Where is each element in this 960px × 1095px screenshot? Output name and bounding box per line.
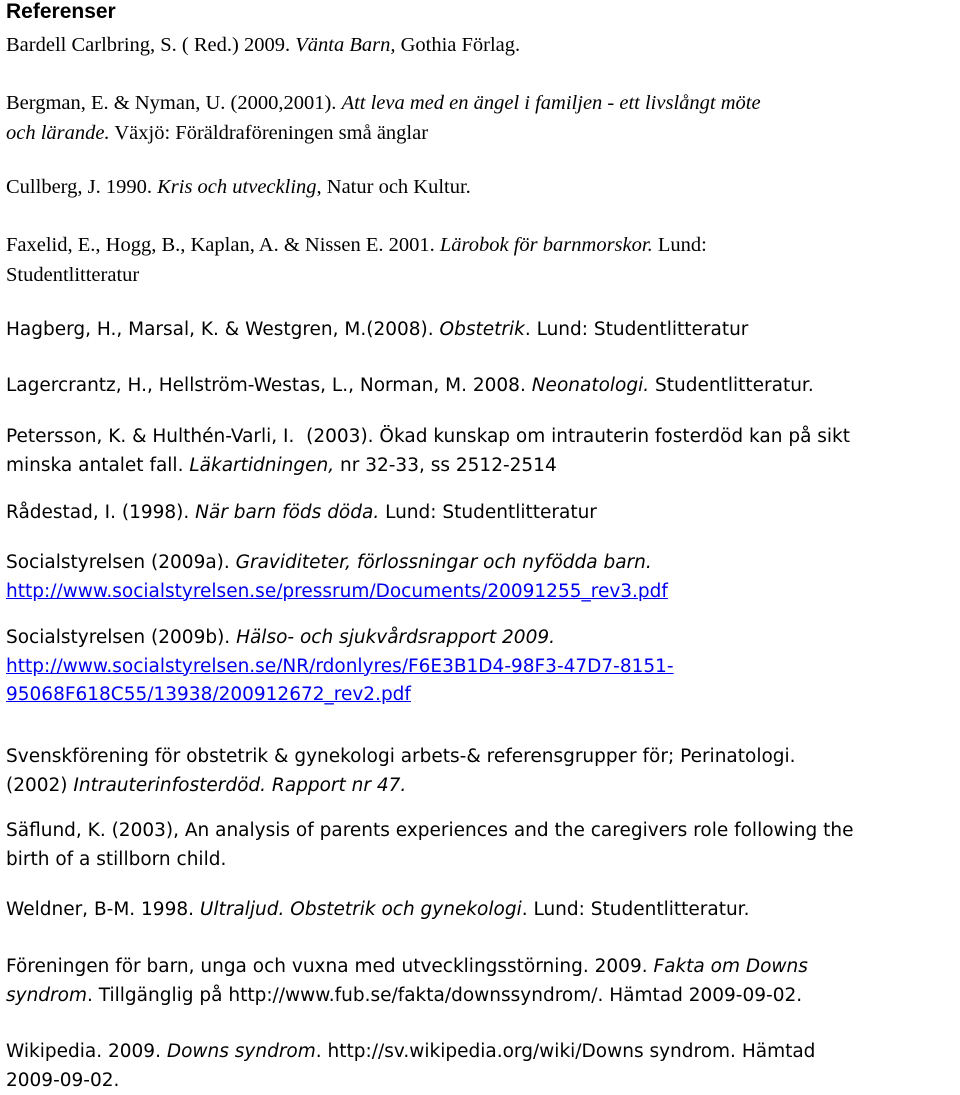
reference-title: Vänta Barn, — [295, 34, 396, 56]
reference-text: . Lund: Studentlitteratur — [524, 319, 749, 340]
reference-text: nr 32-33, ss 2512-2514 — [334, 454, 557, 476]
page-title: Referenser — [6, 0, 116, 23]
reference-text: Petersson, K. & Hulthén-Varli, I. (2003). Ökad kunskap om intrauterin fosterdöd kan på sikt — [6, 426, 851, 447]
reference-entry — [6, 316, 748, 345]
reference-entry — [6, 372, 814, 401]
reference-title: Fakta om Downs — [653, 956, 808, 977]
reference-title: Downs syndrom — [166, 1041, 316, 1062]
reference-page — [6, 0, 956, 1091]
reference-title: Att leva med en ängel i familjen - ett livslångt möte — [341, 92, 761, 114]
reference-title: syndrom — [6, 984, 88, 1006]
reference-entry — [6, 230, 707, 290]
reference-text: Wikipedia. 2009. — [6, 1041, 167, 1062]
reference-text: Cullberg, J. 1990. — [6, 176, 158, 198]
reference-text: . http://sv.wikipedia.org/wiki/Downs syndrom. Hämtad — [315, 1041, 816, 1062]
reference-text: (2002) — [6, 774, 74, 796]
reference-link[interactable]: http://www.socialstyrelsen.se/pressrum/Documents/20091255_rev3.pdf — [6, 580, 668, 602]
reference-title: Lärobok för barnmorskor. — [439, 234, 653, 256]
reference-text: Lund: — [652, 234, 707, 256]
reference-text: Weldner, B-M. 1998. — [6, 899, 200, 920]
reference-text: Faxelid, E., Hogg, B., Kaplan, A. & Nissen E. 2001. — [6, 234, 440, 256]
reference-text: Bardell Carlbring, S. ( Red.) 2009. — [6, 34, 296, 56]
reference-entry — [6, 624, 674, 710]
reference-text: . Lund: Studentlitteratur. — [521, 899, 750, 920]
reference-title: och lärande. — [6, 122, 110, 144]
reference-entry — [6, 172, 471, 202]
reference-title: Intrauterinfosterdöd. Rapport nr 47. — [73, 774, 407, 796]
reference-text: Socialstyrelsen (2009b). — [6, 627, 237, 648]
reference-text: Växjö: Föräldraföreningen små änglar — [109, 122, 429, 144]
reference-text: 2009-09-02. — [6, 1069, 120, 1091]
reference-entry — [6, 30, 520, 60]
reference-title: Läkartidningen, — [189, 454, 335, 476]
reference-title: Graviditeter, förlossningar och nyfödda barn. — [235, 552, 652, 573]
reference-text: Gothia Förlag. — [395, 34, 521, 56]
reference-entry — [6, 499, 597, 528]
reference-title: Neonatologi. — [531, 375, 650, 396]
reference-text: Studentlitteratur. — [649, 375, 814, 396]
reference-link[interactable]: 95068F618C55/13938/200912672_rev2.pdf — [6, 684, 411, 705]
reference-text: Lund: Studentlitteratur — [379, 502, 597, 523]
reference-text: Rådestad, I. (1998). — [6, 502, 196, 523]
reference-title: Hälso- och sjukvårdsrapport 2009. — [236, 627, 555, 648]
reference-entry — [6, 896, 749, 925]
reference-text: birth of a stillborn child. — [6, 848, 227, 870]
reference-entry — [6, 1038, 815, 1095]
reference-text: , Natur och Kultur. — [316, 176, 471, 198]
reference-entry — [6, 549, 668, 606]
reference-text: Socialstyrelsen (2009a). — [6, 552, 236, 573]
reference-entry — [6, 423, 850, 480]
reference-text: Hagberg, H., Marsal, K. & Westgren, M.(2008). — [6, 319, 440, 340]
reference-text: Bergman, E. & Nyman, U. (2000,2001). — [6, 92, 342, 114]
reference-entry — [6, 743, 796, 800]
reference-text: minska antalet fall. — [6, 454, 190, 476]
reference-text: . Tillgänglig på http://www.fub.se/fakta/downssyndrom/. Hämtad 2009-09-02. — [87, 984, 803, 1006]
reference-title: Ultraljud. Obstetrik och gynekologi — [199, 899, 522, 920]
reference-text: Svenskförening för obstetrik & gynekologi arbets-& referensgrupper för; Perinatologi. — [6, 746, 796, 767]
reference-entry — [6, 88, 761, 148]
reference-title: När barn föds döda. — [195, 502, 380, 523]
reference-text: Föreningen för barn, unga och vuxna med utvecklingsstörning. 2009. — [6, 956, 654, 977]
reference-entry — [6, 953, 808, 1010]
reference-title: Obstetrik — [439, 319, 525, 340]
reference-text: Studentlitteratur — [6, 264, 140, 286]
reference-text: Lagercrantz, H., Hellström-Westas, L., Norman, M. 2008. — [6, 375, 532, 396]
reference-entry — [6, 817, 854, 874]
reference-text: Säflund, K. (2003), An analysis of parents experiences and the caregivers role following the — [6, 820, 854, 841]
reference-title: Kris och utveckling — [157, 176, 317, 198]
reference-link[interactable]: http://www.socialstyrelsen.se/NR/rdonlyres/F6E3B1D4-98F3-47D7-8151- — [6, 655, 674, 677]
